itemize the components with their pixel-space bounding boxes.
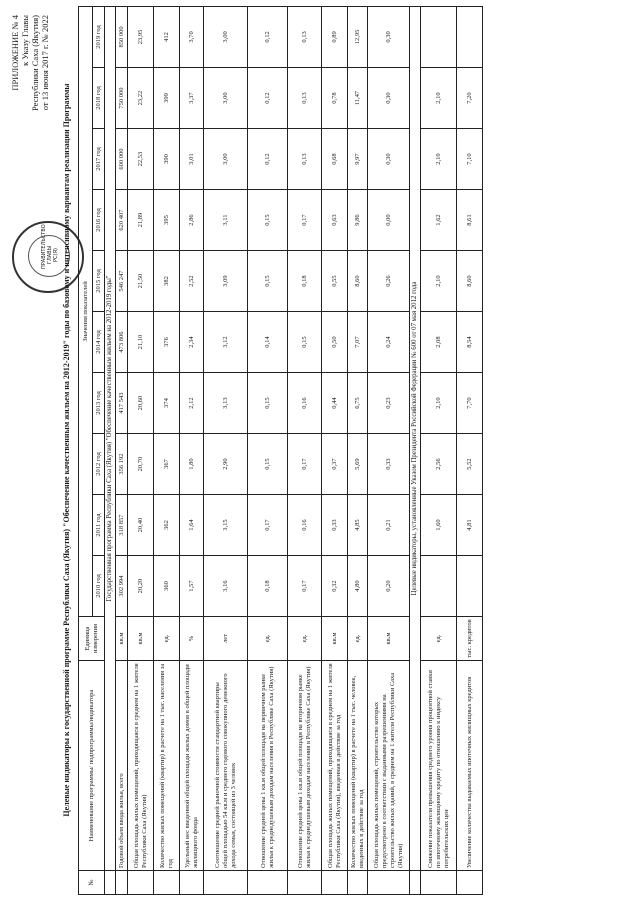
indicator-value: 3,00 xyxy=(204,129,248,190)
indicator-value: 21,50 xyxy=(128,251,154,312)
indicator-value: 0,13 xyxy=(288,68,322,129)
section-title: Государственная программа Республики Саха (Якутия) "Обеспечение качественным жильем на 2012-2019 годы" xyxy=(105,6,116,870)
indicator-value: 0,30 xyxy=(368,68,410,129)
indicator-value: 356 192 xyxy=(116,434,128,495)
indicator-value: 473 806 xyxy=(116,312,128,373)
indicator-value: 390 xyxy=(154,129,180,190)
indicator-value: 11,47 xyxy=(348,68,368,129)
indicator-unit: кв.м xyxy=(116,617,128,661)
indicator-value: 0,17 xyxy=(288,190,322,251)
indicator-value: 1,60 xyxy=(421,495,457,556)
indicator-value: 0,63 xyxy=(322,190,348,251)
indicator-name: Общая площадь жилых помещений, строительство которых предусмотрено в соответствии с выданными разрешениями на строительство жилых зданий, в среднем на 1 жителя Республики Саха (Якутия) xyxy=(368,661,410,871)
header-year: 2014 год xyxy=(93,312,105,373)
indicator-value: 4,81 xyxy=(457,495,483,556)
header-year: 2015 год xyxy=(93,251,105,312)
indicator-value: 1,64 xyxy=(180,495,204,556)
row-number-cell xyxy=(116,871,128,895)
header-year: 2012 год xyxy=(93,434,105,495)
table-row xyxy=(322,6,348,894)
appendix-decree: к Указу Главы xyxy=(20,15,30,66)
indicator-unit: ед. xyxy=(421,617,457,661)
indicator-name: Годовой объем ввода жилья, всего xyxy=(116,661,128,871)
row-number-cell xyxy=(180,871,204,895)
indicator-name: Количество жилых помещений (квартир) в расчете на 1 тыс. населения за год xyxy=(154,661,180,871)
indicator-value: 3,00 xyxy=(204,68,248,129)
indicator-unit: % xyxy=(180,617,204,661)
appendix-date: от 13 июня 2017 г. № 2022 xyxy=(40,15,50,111)
indicator-value: 0,30 xyxy=(368,6,410,67)
header-values: Значения показателей xyxy=(79,6,93,616)
indicator-value: 3,00 xyxy=(204,6,248,67)
indicator-value: 0,21 xyxy=(368,495,410,556)
indicator-value: 3,16 xyxy=(204,556,248,617)
indicator-value: 3,37 xyxy=(180,68,204,129)
indicator-unit: кв.м xyxy=(128,617,154,661)
indicator-value: 2,12 xyxy=(180,373,204,434)
indicator-value: 0,12 xyxy=(248,6,288,67)
indicator-value: 360 xyxy=(154,556,180,617)
indicator-value: 0,23 xyxy=(368,373,410,434)
header-year: 2016 год xyxy=(93,190,105,251)
indicator-value: 0,12 xyxy=(248,129,288,190)
indicator-value: 5,69 xyxy=(348,434,368,495)
stamp-text: ПРАВИТЕЛЬСТВО ГЛАВЫ РС(Я) xyxy=(41,224,59,269)
indicator-value: 7,20 xyxy=(457,68,483,129)
indicator-value xyxy=(421,556,457,617)
indicator-value: 395 xyxy=(154,190,180,251)
indicator-value: 399 xyxy=(154,68,180,129)
header-year: 2011 год xyxy=(93,495,105,556)
section-title: Целевые индикаторы, установленные Указом Президента Российской Федерации № 600 от 07 мая 2012 года xyxy=(410,6,421,870)
indicator-value: 0,17 xyxy=(288,434,322,495)
table-row xyxy=(421,6,457,894)
header-name: Наименование программы/ подпрограммы/индикатора xyxy=(79,661,105,871)
indicator-value: 546 247 xyxy=(116,251,128,312)
indicator-value: 2,52 xyxy=(180,251,204,312)
indicator-value: 2,90 xyxy=(204,434,248,495)
indicator-value: 0,15 xyxy=(248,434,288,495)
table-row xyxy=(180,6,204,894)
indicator-value: 367 xyxy=(154,434,180,495)
row-number-cell xyxy=(248,871,288,895)
appendix-number: ПРИЛОЖЕНИЕ № 4 xyxy=(10,15,20,91)
indicator-value: 1,62 xyxy=(421,190,457,251)
indicator-value: 6,75 xyxy=(348,373,368,434)
indicator-value: 7,70 xyxy=(457,373,483,434)
table-row xyxy=(288,6,322,894)
indicator-value: 0,13 xyxy=(288,6,322,67)
indicator-value: 0,15 xyxy=(248,373,288,434)
indicator-value: 302 994 xyxy=(116,556,128,617)
table-row xyxy=(154,6,180,894)
indicator-value: 0,17 xyxy=(248,495,288,556)
indicator-value: 2,08 xyxy=(421,312,457,373)
indicator-unit: ед. xyxy=(348,617,368,661)
indicator-value: 12,95 xyxy=(348,6,368,67)
indicator-name: Отношение средней цены 1 кв.м общей площади на вторичном рынке жилья к среднедушевым доходам населения в Республике Саха (Якутия) xyxy=(288,661,322,871)
indicator-unit: ед. xyxy=(248,617,288,661)
indicator-value xyxy=(457,556,483,617)
indicator-value: 0,17 xyxy=(288,556,322,617)
header-year: 2019 год xyxy=(93,6,105,67)
indicator-value: 318 857 xyxy=(116,495,128,556)
table-row xyxy=(116,6,128,894)
table-row xyxy=(128,6,154,894)
section-row xyxy=(410,6,421,894)
indicator-name: Общая площадь жилых помещений, приходящаяся в среднем на 1 жителя Республики Саха (Якутия) xyxy=(128,661,154,871)
indicator-value: 750 000 xyxy=(116,68,128,129)
indicator-value: 9,86 xyxy=(348,190,368,251)
section-number-cell xyxy=(410,871,421,895)
row-number-cell xyxy=(457,871,483,895)
indicator-value: 0,15 xyxy=(248,251,288,312)
indicator-value: 23,22 xyxy=(128,68,154,129)
indicator-value: 0,13 xyxy=(288,129,322,190)
indicator-value: 4,80 xyxy=(348,556,368,617)
indicator-value: 23,95 xyxy=(128,6,154,67)
indicator-value: 3,12 xyxy=(204,312,248,373)
indicator-value: 20,40 xyxy=(128,495,154,556)
indicator-value: 2,56 xyxy=(421,434,457,495)
indicator-value: 3,01 xyxy=(180,129,204,190)
row-number-cell xyxy=(128,871,154,895)
header-year: 2018 год xyxy=(93,68,105,129)
indicator-value: 0,33 xyxy=(368,434,410,495)
indicator-unit: лет xyxy=(204,617,248,661)
indicators-table xyxy=(78,6,483,895)
indicator-value: 21,89 xyxy=(128,190,154,251)
indicator-value: 374 xyxy=(154,373,180,434)
indicator-value: 3,11 xyxy=(204,190,248,251)
table-row xyxy=(368,6,410,894)
table-row xyxy=(348,6,368,894)
indicator-value: 0,20 xyxy=(368,556,410,617)
row-number-cell xyxy=(204,871,248,895)
indicator-value: 8,60 xyxy=(348,251,368,312)
header-unit: Единица измерения xyxy=(79,617,105,661)
indicator-value: 2,10 xyxy=(421,129,457,190)
indicator-value: 21,10 xyxy=(128,312,154,373)
indicator-value: 412 xyxy=(154,6,180,67)
indicator-value: 2,10 xyxy=(421,68,457,129)
indicator-value: 0,15 xyxy=(248,190,288,251)
indicator-value: 8,54 xyxy=(457,312,483,373)
header-year: 2017 год xyxy=(93,129,105,190)
indicator-value: 0,68 xyxy=(322,129,348,190)
indicator-value: 362 xyxy=(154,495,180,556)
indicator-value: 0,30 xyxy=(368,129,410,190)
indicator-value: 20,20 xyxy=(128,556,154,617)
appendix-republic: Республики Саха (Якутия) xyxy=(30,15,40,112)
indicator-value: 0,12 xyxy=(248,68,288,129)
indicator-unit: кв.м xyxy=(368,617,410,661)
indicator-value: 9,97 xyxy=(348,129,368,190)
table-row xyxy=(204,6,248,894)
indicator-value: 850 000 xyxy=(116,6,128,67)
indicator-name: Увеличение количества выдаваемых ипотечных жилищных кредитов xyxy=(457,661,483,871)
indicator-value: 2,34 xyxy=(180,312,204,373)
row-number-cell xyxy=(322,871,348,895)
section-number-cell xyxy=(105,871,116,895)
indicator-value: 1,80 xyxy=(180,434,204,495)
indicator-value: 22,53 xyxy=(128,129,154,190)
indicator-value: 5,52 xyxy=(457,434,483,495)
indicator-unit: ед. xyxy=(154,617,180,661)
indicator-value: 2,10 xyxy=(421,373,457,434)
indicator-value: 382 xyxy=(154,251,180,312)
indicator-value: 0,55 xyxy=(322,251,348,312)
appendix-block xyxy=(10,15,50,265)
row-number-cell xyxy=(154,871,180,895)
table-body xyxy=(105,6,483,894)
indicator-value: 0,16 xyxy=(288,495,322,556)
indicator-unit: кв.м xyxy=(322,617,348,661)
indicator-value: 8,61 xyxy=(457,190,483,251)
indicator-value: 4,85 xyxy=(348,495,368,556)
indicator-value xyxy=(457,6,483,67)
indicator-value: 0,44 xyxy=(322,373,348,434)
indicator-value: 0,16 xyxy=(288,373,322,434)
indicator-value: 20,60 xyxy=(128,373,154,434)
indicator-value: 3,15 xyxy=(204,495,248,556)
header-number: № xyxy=(79,871,105,895)
indicator-value: 7,07 xyxy=(348,312,368,373)
indicator-value: 0,50 xyxy=(322,312,348,373)
row-number-cell xyxy=(368,871,410,895)
indicator-value: 0,89 xyxy=(322,6,348,67)
row-number-cell xyxy=(421,871,457,895)
table-row xyxy=(248,6,288,894)
indicator-value: 0,26 xyxy=(368,251,410,312)
indicator-value: 3,70 xyxy=(180,6,204,67)
indicator-name: Количество жилых помещений (квартир) в расчете на 1 тыс. человек, введенных в действие за год xyxy=(348,661,368,871)
indicator-value: 3,13 xyxy=(204,373,248,434)
indicator-value: 3,09 xyxy=(204,251,248,312)
indicator-value: 0,32 xyxy=(322,556,348,617)
indicator-value: 20,70 xyxy=(128,434,154,495)
indicator-value: 0,18 xyxy=(288,251,322,312)
indicator-name: Снижение показателя превышения среднего уровня процентной ставки по ипотечному жилищному кредиту по отношению к индексу потребительских цен xyxy=(421,661,457,871)
indicator-value: 0,33 xyxy=(322,495,348,556)
indicator-value: 0,24 xyxy=(368,312,410,373)
indicator-name: Удельный вес введенной общей площади жилых домов в общей площади жилищного фонда xyxy=(180,661,204,871)
indicator-value: 7,10 xyxy=(457,129,483,190)
indicator-unit: тыс. кредитов xyxy=(457,617,483,661)
indicator-value: 1,57 xyxy=(180,556,204,617)
row-number-cell xyxy=(348,871,368,895)
indicator-value: 0,37 xyxy=(322,434,348,495)
header-year: 2013 год xyxy=(93,373,105,434)
indicator-value: 2,86 xyxy=(180,190,204,251)
indicator-name: Соотношение средней рыночной стоимости стандартной квартиры общей площадью 54 кв.м и среднего годового совокупного денежного дохода семьи, состоящей из 3 человек xyxy=(204,661,248,871)
indicator-value: 417 543 xyxy=(116,373,128,434)
indicator-value: 8,60 xyxy=(457,251,483,312)
indicator-name: Общая площадь жилых помещений, приходящаяся в среднем на 1 жителя Республики Саха (Якутия), введенная в действие за год xyxy=(322,661,348,871)
header-year: 2010 год xyxy=(93,556,105,617)
section-row xyxy=(105,6,116,894)
indicator-value: 0,18 xyxy=(248,556,288,617)
indicator-value: 0,15 xyxy=(288,312,322,373)
indicator-value: 600 000 xyxy=(116,129,128,190)
indicator-value: 620 407 xyxy=(116,190,128,251)
indicator-value: 376 xyxy=(154,312,180,373)
row-number-cell xyxy=(288,871,322,895)
table-row xyxy=(457,6,483,894)
indicator-unit: ед. xyxy=(288,617,322,661)
indicator-value: 2,10 xyxy=(421,251,457,312)
indicator-value: 0,14 xyxy=(248,312,288,373)
indicator-value: 0,00 xyxy=(368,190,410,251)
document-title: Целевые индикаторы к государственной программе Республики Саха (Якутия) "Обеспечение качественным жильем на 2012-2019" годы по базовому и интенсивному вариантам реализации Программы xyxy=(62,83,71,817)
indicator-value xyxy=(421,6,457,67)
indicator-value: 0,78 xyxy=(322,68,348,129)
indicator-name: Отношение средней цены 1 кв.м общей площади на первичном рынке жилья к среднедушевым доходам населения в Республике Саха (Якутия) xyxy=(248,661,288,871)
